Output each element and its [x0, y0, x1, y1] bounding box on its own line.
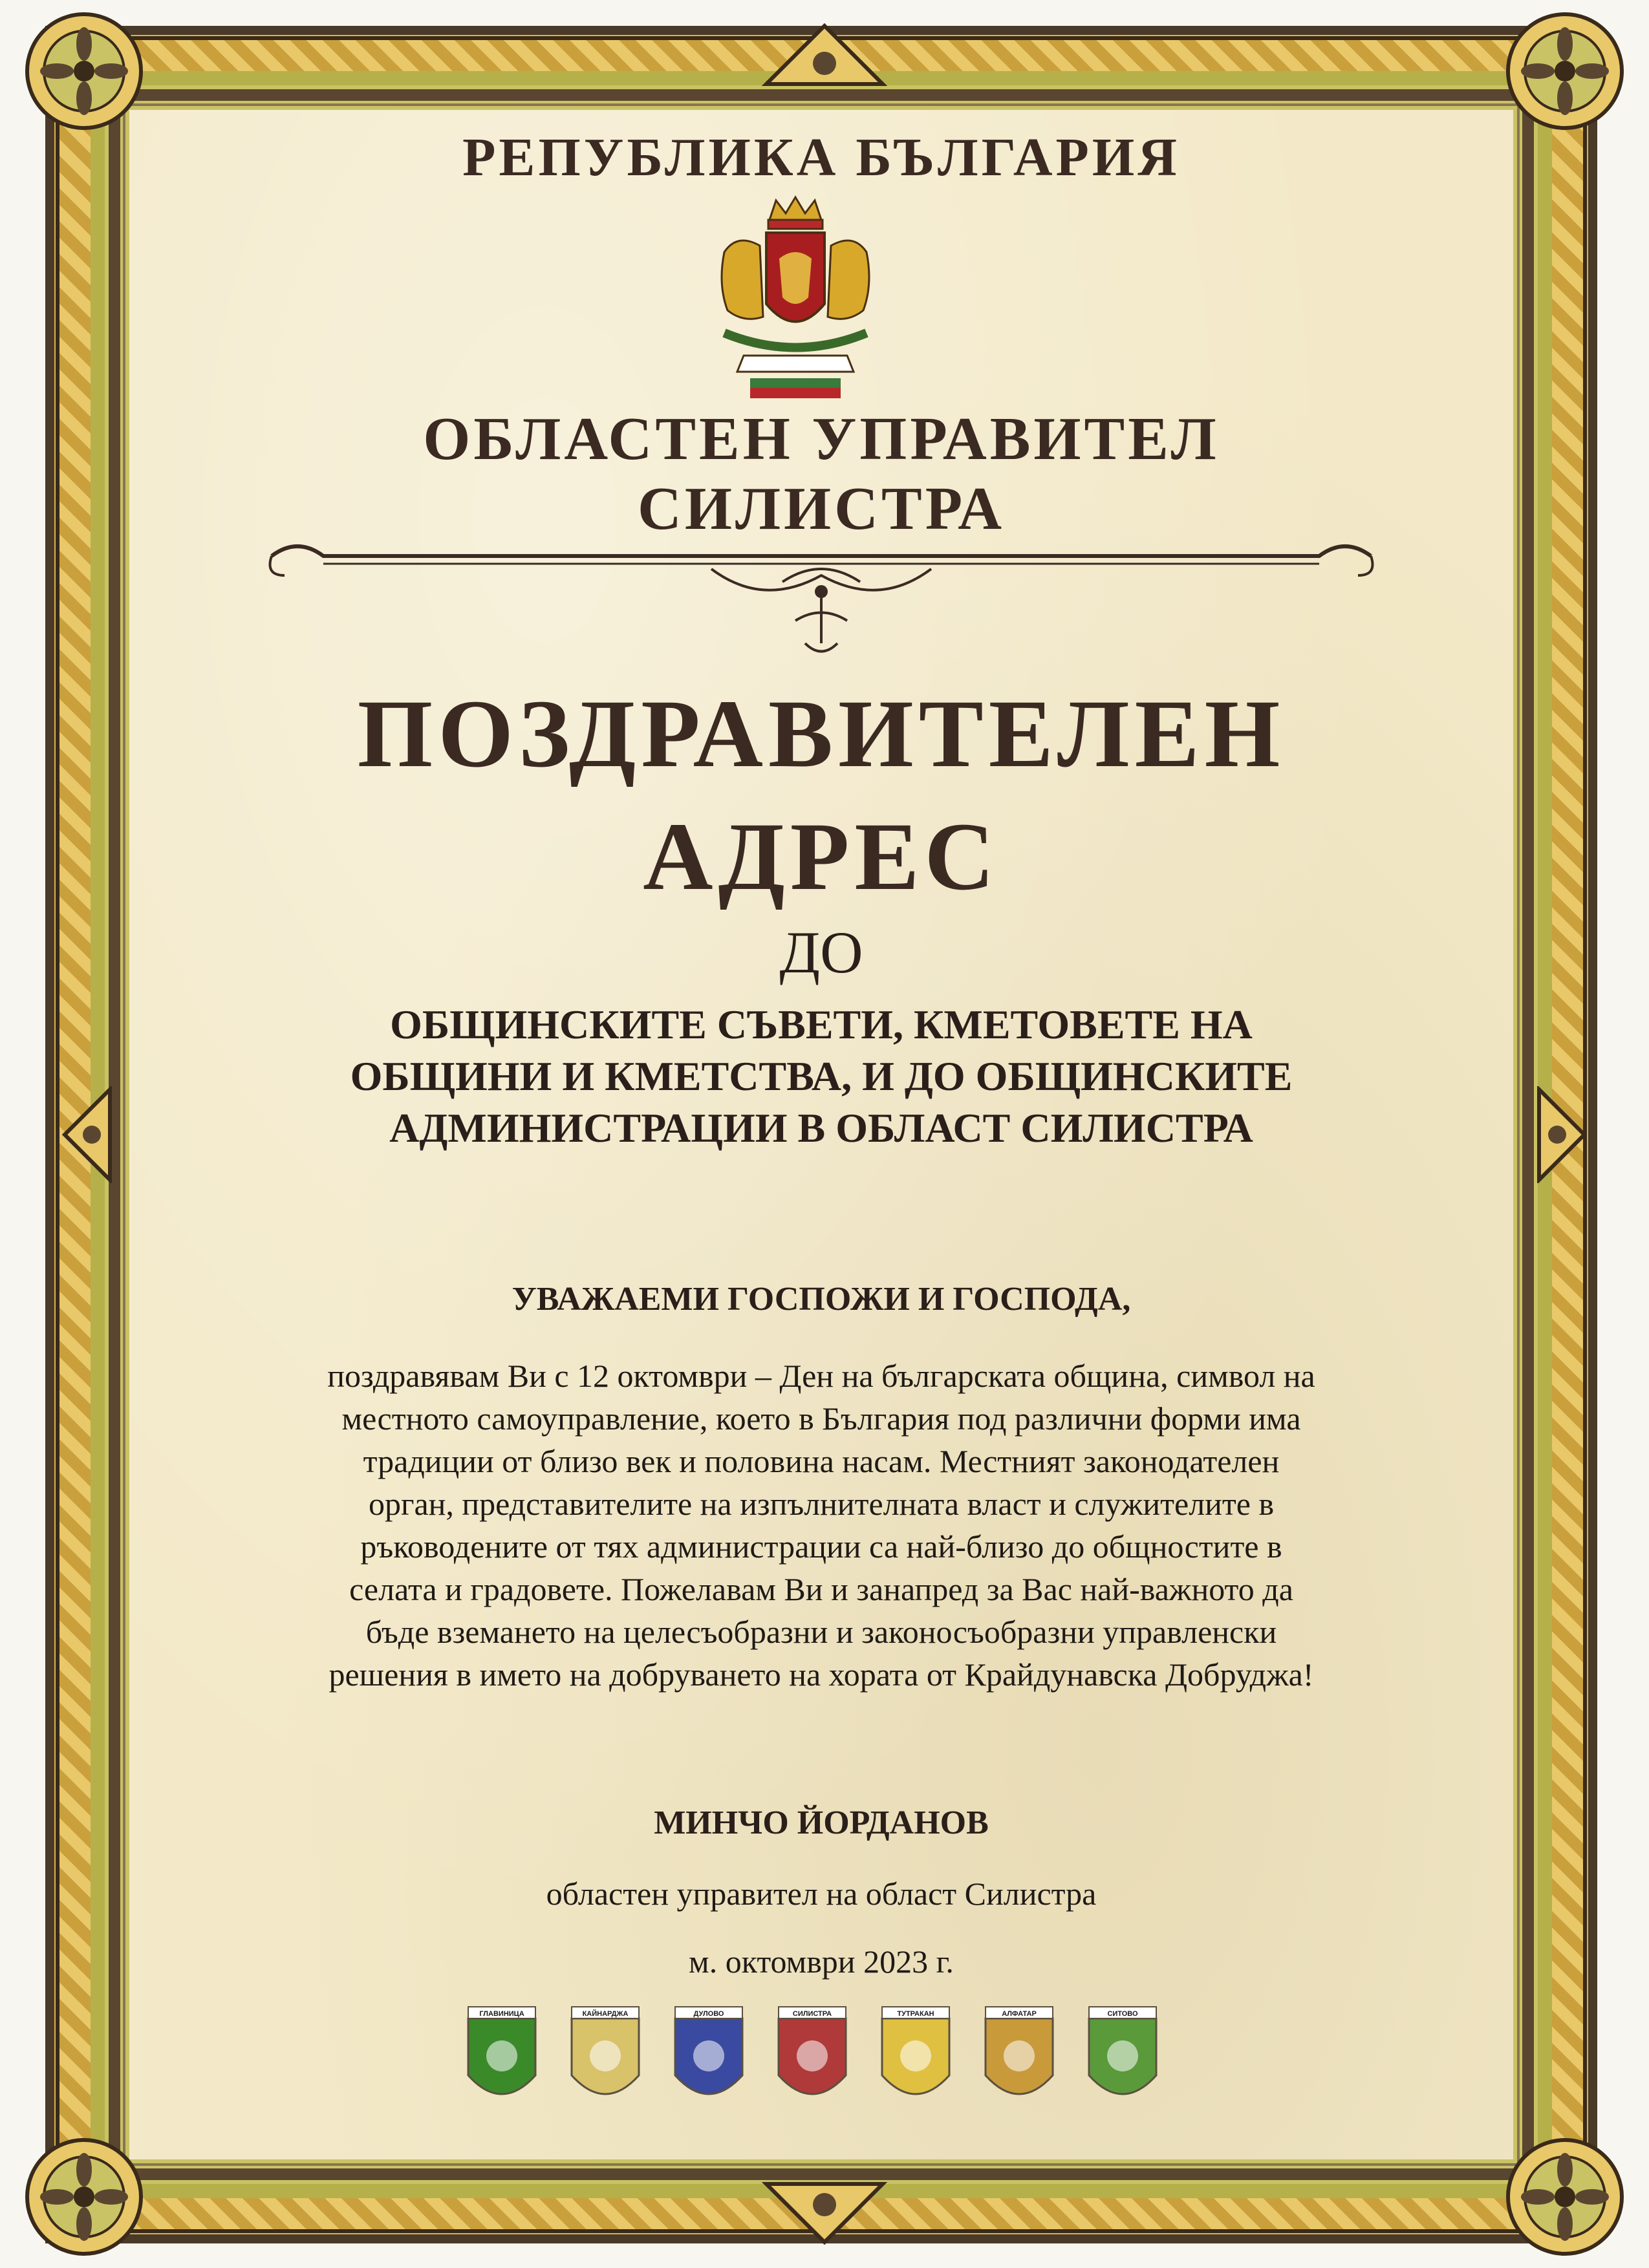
left-medallion-icon	[58, 1086, 116, 1183]
crest-emblem	[590, 2040, 621, 2071]
municipal-crests-row	[466, 2004, 1216, 2134]
document-title-line1: ПОЗДРАВИТЕЛЕН	[357, 680, 1286, 787]
body-line: селата и градовете. Пожелавам Ви и занапред за Вас най-важното да	[349, 1571, 1293, 1607]
addressee-line: АДМИНИСТРАЦИИ В ОБЛАСТ СИЛИСТРА	[389, 1105, 1253, 1151]
crest-emblem	[1004, 2040, 1035, 2071]
letter-body	[129, 1354, 1513, 1696]
document-date: м. октомври 2023 г.	[689, 1943, 954, 1980]
crest-emblem	[900, 2040, 931, 2071]
coat-of-arms-icon	[698, 194, 892, 407]
municipal-crest-icon	[673, 2004, 745, 2114]
bottom-medallion-icon	[760, 2177, 889, 2249]
crest-emblem	[486, 2040, 517, 2071]
corner-rosette-icon	[1500, 2132, 1630, 2262]
addressee-line: ОБЩИНСКИТЕ СЪВЕТИ, КМЕТОВЕТЕ НА	[390, 1001, 1253, 1047]
crest-emblem	[693, 2040, 724, 2071]
signer-name: МИНЧО ЙОРДАНОВ	[654, 1804, 989, 1841]
corner-rosette-icon	[1500, 6, 1630, 136]
crest-label: СИЛИСТРА	[792, 2010, 832, 2018]
body-line: орган, представителите на изпълнителната власт и служителите в	[368, 1486, 1275, 1522]
municipal-crest-icon	[569, 2004, 641, 2114]
crest-label: АЛФАТАР	[1002, 2010, 1037, 2018]
municipal-crest-icon	[983, 2004, 1055, 2114]
crest-emblem	[1107, 2040, 1138, 2071]
salutation: УВАЖАЕМИ ГОСПОЖИ И ГОСПОДА,	[512, 1281, 1131, 1318]
body-line: ръководените от тях администрации са най-близо до общностите в	[360, 1528, 1282, 1565]
ornamental-divider-icon	[259, 530, 1384, 666]
office-heading	[129, 404, 1513, 544]
crest-emblem	[797, 2040, 828, 2071]
addressee-line: ОБЩИНИ И КМЕТСТВА, И ДО ОБЩИНСКИТЕ	[350, 1053, 1293, 1099]
body-line: поздравявам Ви с 12 октомври – Ден на българската община, символ на	[327, 1358, 1315, 1394]
country-heading: РЕПУБЛИКА БЪЛГАРИЯ	[462, 127, 1180, 187]
office-heading-line2: СИЛИСТРА	[637, 475, 1005, 542]
crest-label: СИТОВО	[1107, 2010, 1138, 2018]
document-title	[129, 672, 1513, 918]
document-title-line2: АДРЕС	[643, 803, 1000, 910]
corner-rosette-icon	[19, 6, 149, 136]
municipal-crest-icon	[879, 2004, 952, 2114]
body-line: решения в името на добруването на хората от Крайдунавска Добруджа!	[329, 1656, 1314, 1693]
addressee-block	[129, 999, 1513, 1154]
crest-label: ТУТРАКАН	[897, 2010, 934, 2018]
body-line: бъде вземането на целесъобразни и законосъобразни управленски	[365, 1614, 1277, 1650]
corner-rosette-icon	[19, 2132, 149, 2262]
body-line: традиции от близо век и половина насам. Местният законодателен	[363, 1443, 1280, 1479]
body-line: местното самоуправление, което в България под различни форми има	[341, 1400, 1301, 1437]
crest-label: ГЛАВИНИЦА	[479, 2010, 524, 2018]
top-medallion-icon	[760, 19, 889, 91]
municipal-crest-icon	[776, 2004, 848, 2114]
office-heading-line1: ОБЛАСТЕН УПРАВИТЕЛ	[423, 405, 1220, 473]
right-medallion-icon	[1533, 1086, 1591, 1183]
crest-label: ДУЛОВО	[693, 2010, 724, 2018]
signer-position: областен управител на област Силистра	[546, 1876, 1097, 1912]
municipal-crest-icon	[466, 2004, 538, 2114]
crest-label: КАЙНАРДЖА	[582, 2010, 629, 2018]
addressee-to: ДО	[779, 919, 863, 985]
municipal-crest-icon	[1086, 2004, 1159, 2114]
